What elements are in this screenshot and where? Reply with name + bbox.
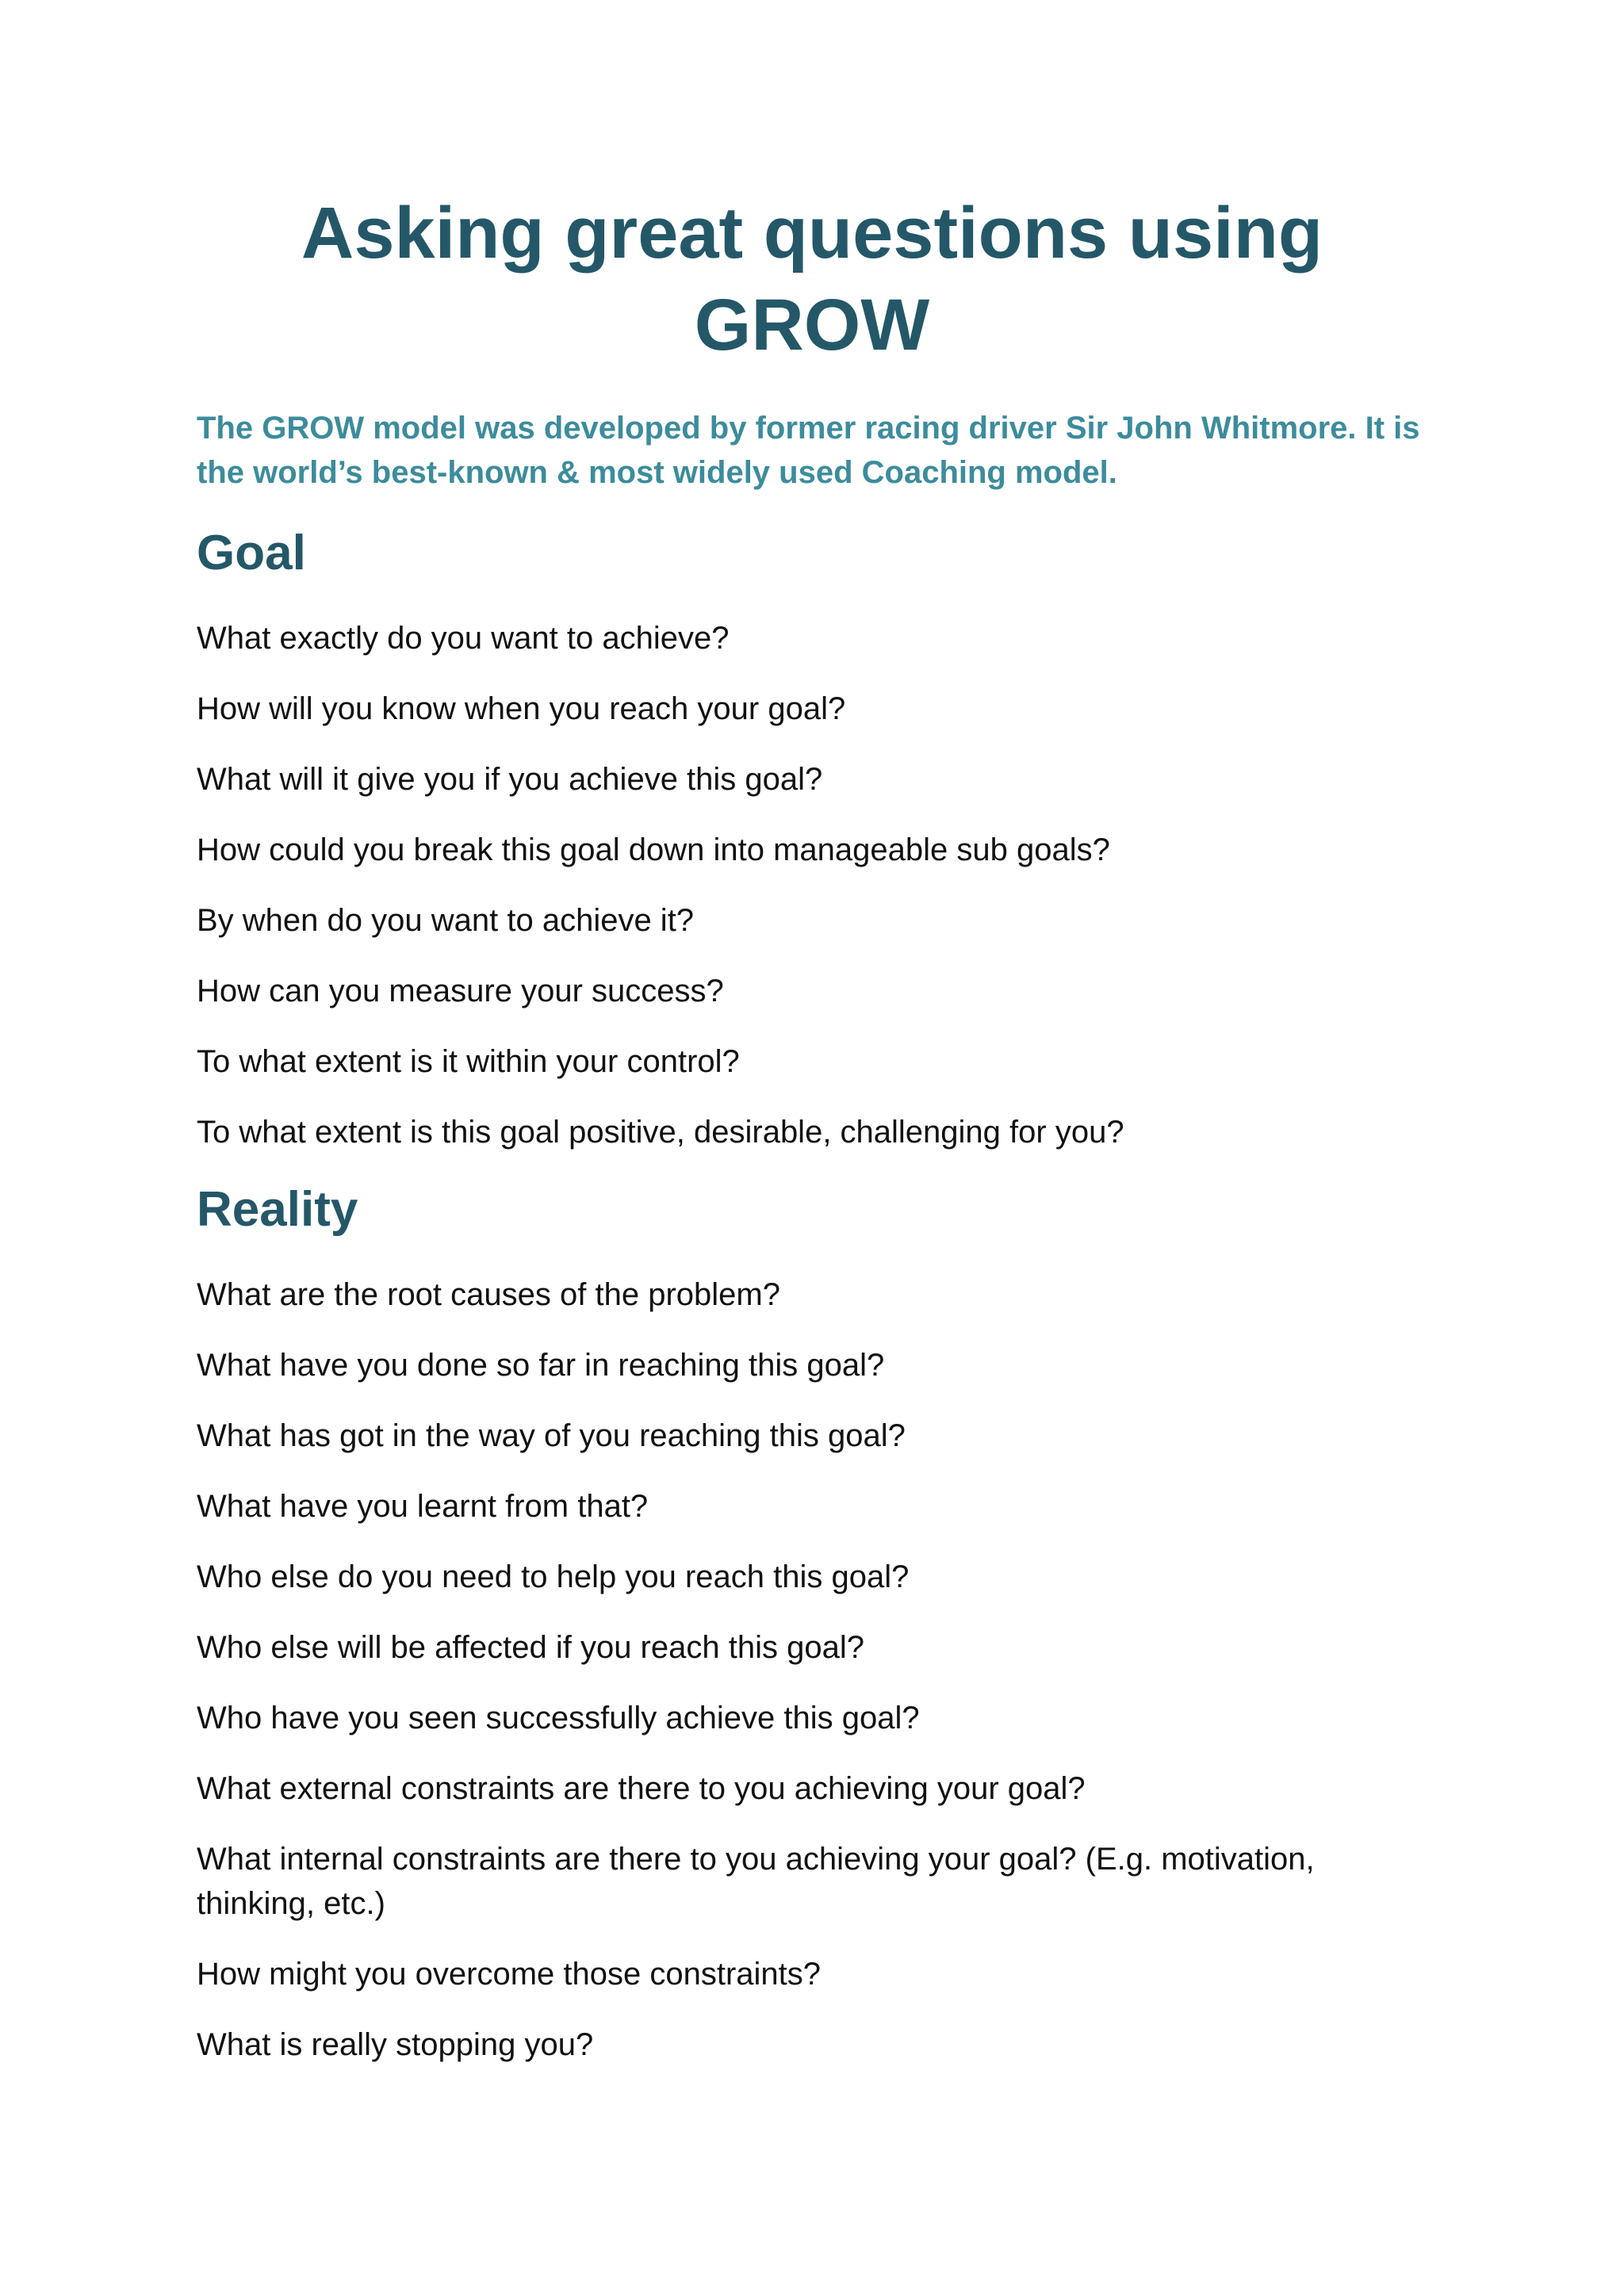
reality-question: What has got in the way of you reaching this goal?	[197, 1418, 906, 1453]
goal-question: What exactly do you want to achieve?	[197, 621, 730, 656]
goal-question: To what extent is this goal positive, desirable, challenging for you?	[197, 1115, 1124, 1150]
reality-question: What external constraints are there to you achieving your goal?	[197, 1771, 1086, 1806]
reality-question: Who else will be affected if you reach this goal?	[197, 1630, 864, 1665]
section-heading-goal: Goal	[197, 526, 306, 580]
reality-question: What have you learnt from that?	[197, 1489, 649, 1524]
reality-question: Who have you seen successfully achieve this goal?	[197, 1701, 920, 1735]
goal-question: By when do you want to achieve it?	[197, 903, 695, 938]
intro-paragraph: The GROW model was developed by former racing driver Sir John Whitmore. It is the world’s best-known & most widely used Coaching model.	[197, 411, 1420, 490]
goal-question: To what extent is it within your control?	[197, 1044, 740, 1079]
goal-question: What will it give you if you achieve this goal?	[197, 762, 823, 797]
reality-question: What are the root causes of the problem?	[197, 1277, 780, 1312]
reality-question: How might you overcome those constraints?	[197, 1957, 822, 1992]
reality-question: Who else do you need to help you reach this goal?	[197, 1559, 910, 1594]
document-title	[197, 187, 1427, 371]
reality-question: What internal constraints are there to you achieving your goal? (E.g. motivation, thinking, etc.)	[197, 1842, 1315, 1921]
reality-question: What have you done so far in reaching this goal?	[197, 1348, 885, 1383]
title-line-2: GROW	[694, 285, 930, 365]
goal-question: How will you know when you reach your goal?	[197, 691, 846, 726]
goal-question: How can you measure your success?	[197, 974, 724, 1008]
title-line-1: Asking great questions using	[301, 193, 1323, 274]
section-heading-reality: Reality	[197, 1182, 358, 1237]
reality-question: What is really stopping you?	[197, 2027, 594, 2062]
goal-question: How could you break this goal down into manageable sub goals?	[197, 832, 1110, 867]
